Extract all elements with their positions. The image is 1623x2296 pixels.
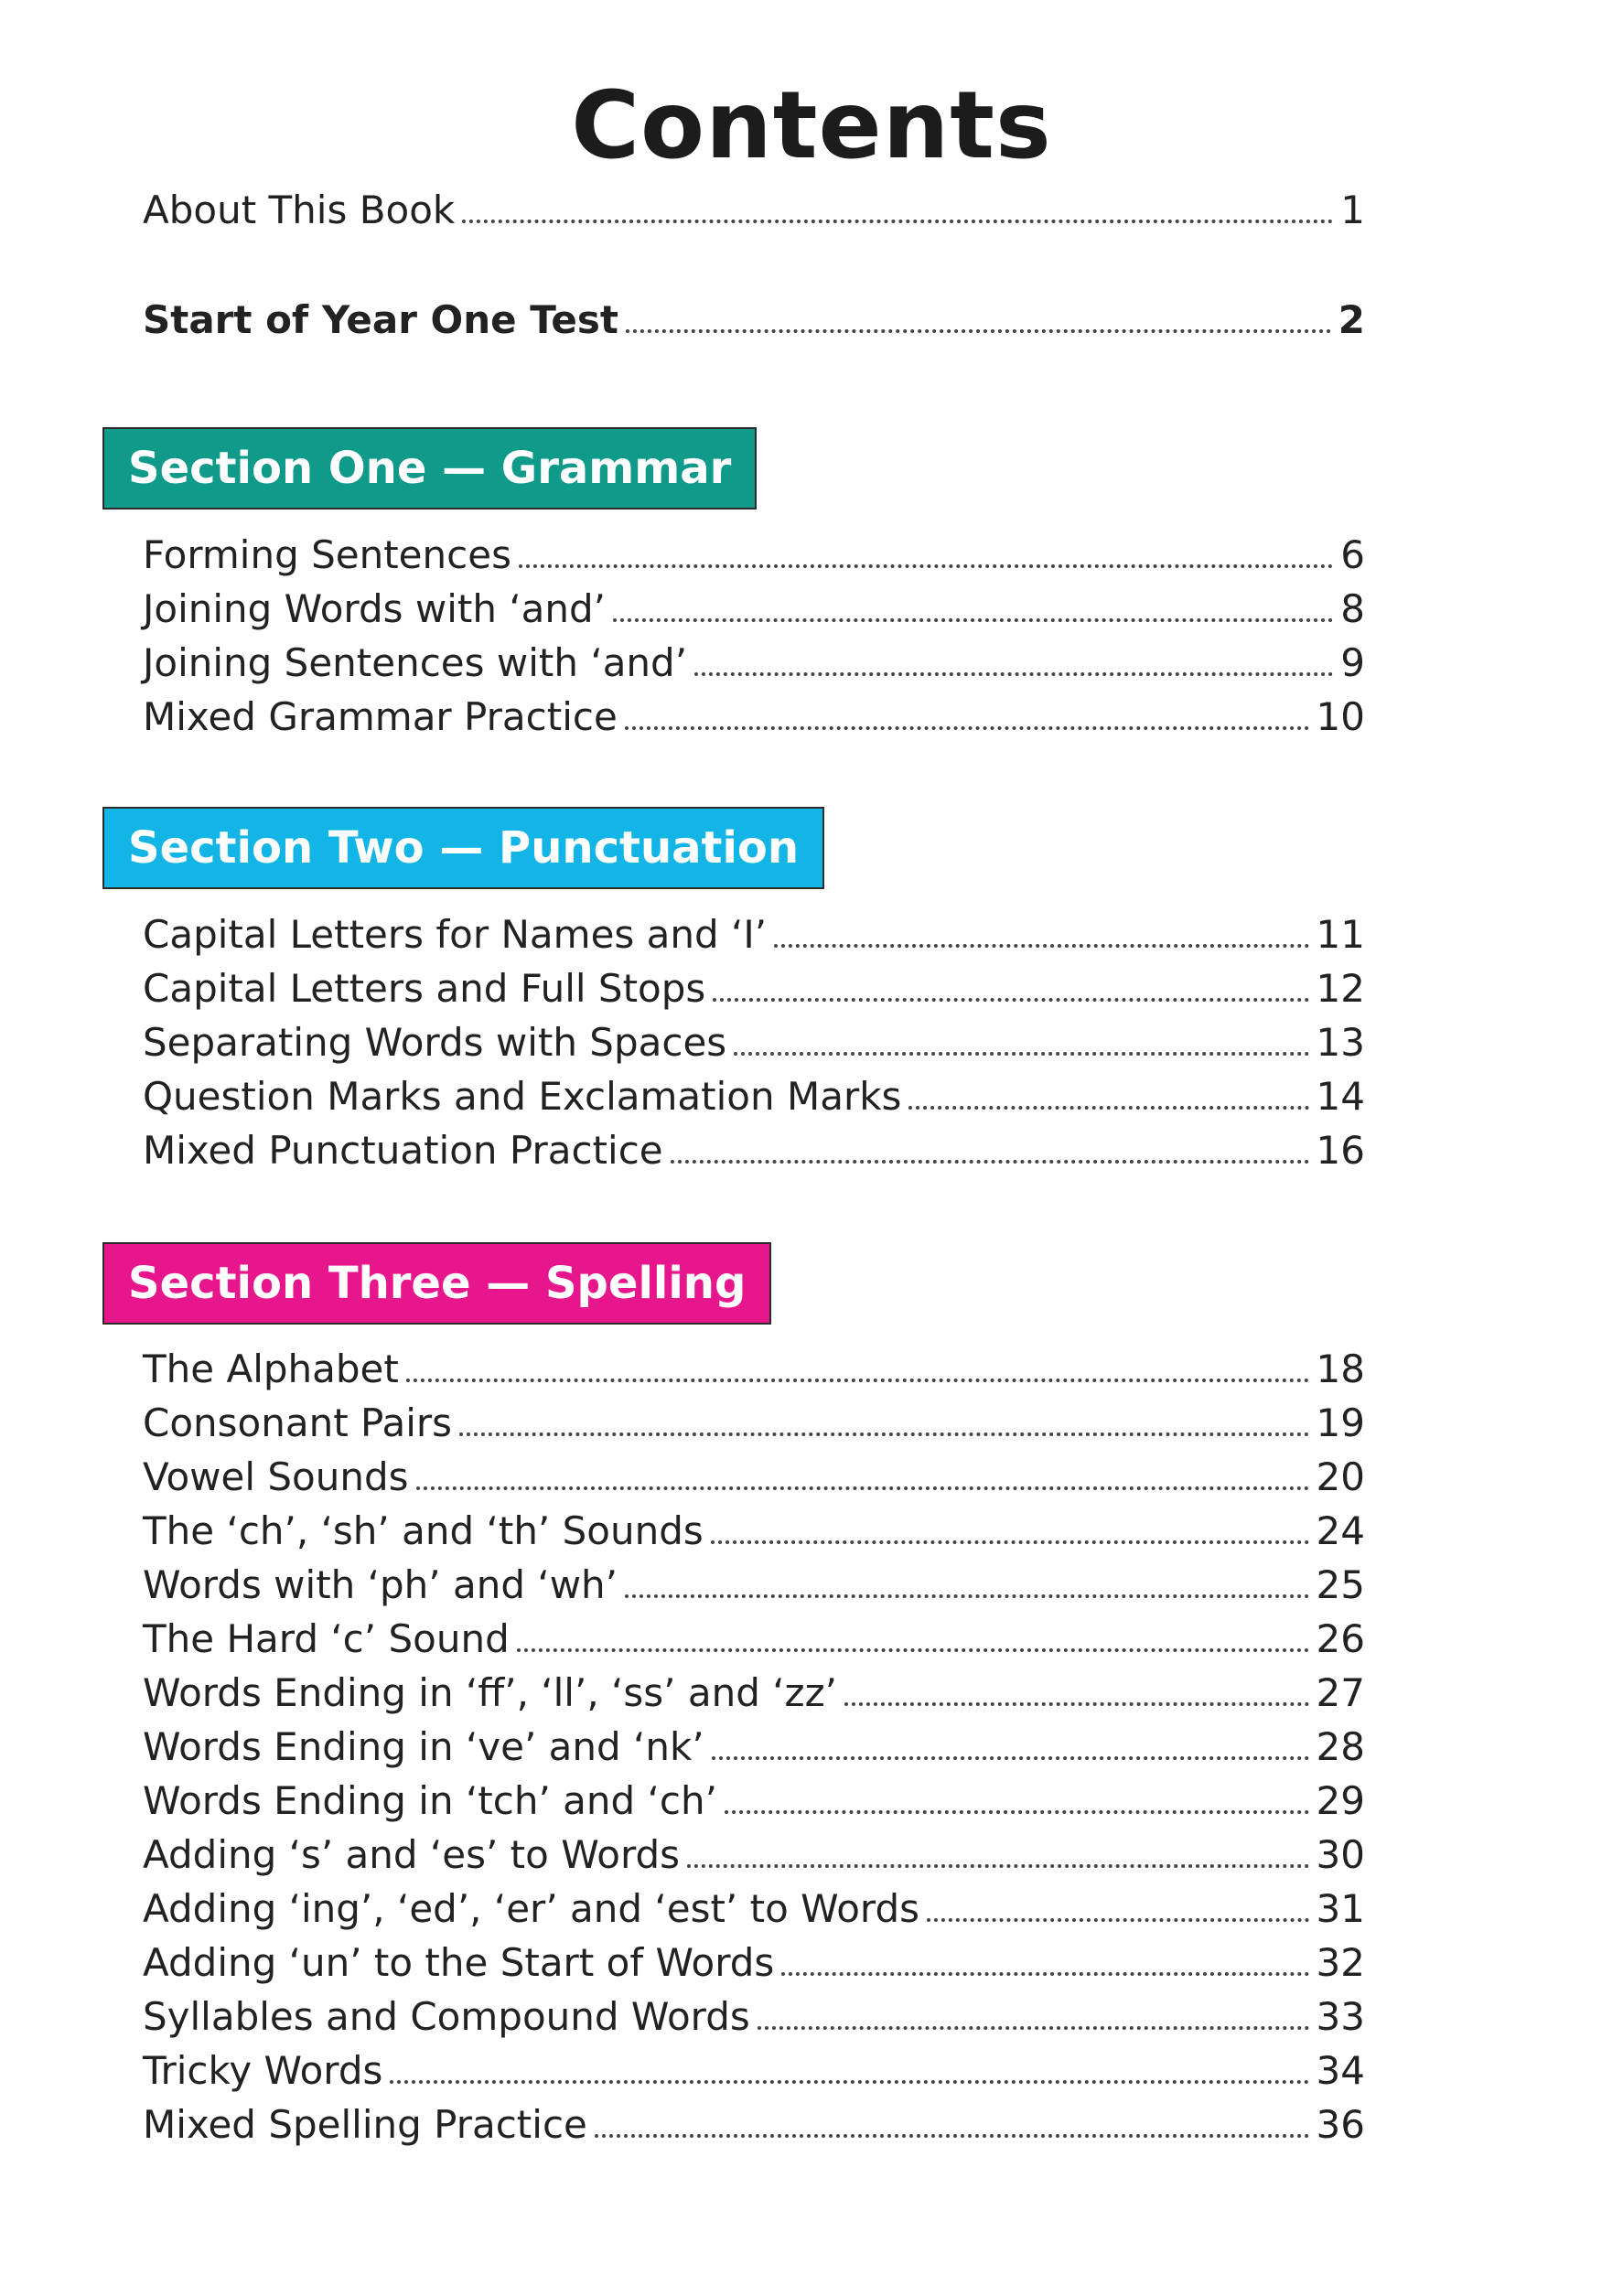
toc-entry-label: Joining Words with ‘and’ xyxy=(143,586,607,631)
dot-leader xyxy=(712,1756,1309,1760)
toc-page-number: 9 xyxy=(1340,640,1365,685)
toc-entry-label: Words Ending in ‘ve’ and ‘nk’ xyxy=(143,1724,704,1769)
toc-row[interactable] xyxy=(143,2094,1365,2149)
toc-entry-label: Adding ‘s’ and ‘es’ to Words xyxy=(143,1832,681,1877)
toc-page-number: 31 xyxy=(1316,1886,1365,1931)
dot-leader xyxy=(734,1052,1308,1056)
toc-row[interactable] xyxy=(143,1120,1365,1175)
toc-entry-label: About This Book xyxy=(143,188,456,232)
toc-page-number: 14 xyxy=(1316,1074,1365,1119)
toc-row[interactable] xyxy=(143,904,1365,959)
toc-entry-label: Words Ending in ‘ff’, ‘ll’, ‘ss’ and ‘zz’ xyxy=(143,1670,837,1715)
dot-leader xyxy=(927,1918,1309,1922)
toc-entry-label: Tricky Words xyxy=(143,2048,383,2093)
toc-entry-label: Words Ending in ‘tch’ and ‘ch’ xyxy=(143,1778,717,1823)
section-two-heading: Section Two — Punctuation xyxy=(102,807,824,889)
toc-page-number: 26 xyxy=(1316,1616,1365,1661)
toc-page-number: 11 xyxy=(1316,912,1365,957)
toc-row[interactable] xyxy=(143,2040,1365,2095)
dot-leader xyxy=(462,220,1333,223)
dot-leader xyxy=(625,1594,1309,1598)
toc-entry-label: Joining Sentences with ‘and’ xyxy=(143,640,688,685)
toc-row[interactable] xyxy=(143,958,1365,1013)
toc-entry-label: Forming Sentences xyxy=(143,532,511,577)
toc-entry-label: Consonant Pairs xyxy=(143,1400,453,1445)
toc-entry-label: Separating Words with Spaces xyxy=(143,1020,727,1065)
dot-leader xyxy=(844,1702,1309,1706)
toc-row[interactable] xyxy=(143,578,1365,633)
toc-row[interactable] xyxy=(143,1554,1365,1609)
toc-page-number: 1 xyxy=(1340,188,1365,232)
toc-entry-label: Words with ‘ph’ and ‘wh’ xyxy=(143,1562,618,1607)
toc-entry-label: Mixed Spelling Practice xyxy=(143,2102,587,2147)
toc-row[interactable] xyxy=(143,1066,1365,1121)
toc-page-number: 13 xyxy=(1316,1020,1365,1065)
toc-page-number: 30 xyxy=(1316,1832,1365,1877)
toc-page-number: 28 xyxy=(1316,1724,1365,1769)
toc-page-number: 32 xyxy=(1316,1940,1365,1985)
toc-entry-label: The Hard ‘c’ Sound xyxy=(143,1616,510,1661)
toc-entry-label: Mixed Grammar Practice xyxy=(143,694,618,739)
dot-leader xyxy=(613,618,1333,622)
toc-row[interactable] xyxy=(143,1338,1365,1393)
dot-leader xyxy=(758,2026,1309,2030)
toc-row[interactable] xyxy=(143,1392,1365,1447)
dot-leader xyxy=(519,564,1333,568)
toc-row[interactable] xyxy=(143,632,1365,687)
dot-leader xyxy=(459,1432,1309,1436)
toc-page-number: 6 xyxy=(1340,532,1365,577)
toc-entry-label: The Alphabet xyxy=(143,1346,399,1391)
toc-page-number: 34 xyxy=(1316,2048,1365,2093)
toc-row[interactable] xyxy=(143,1608,1365,1663)
section-one-heading: Section One — Grammar xyxy=(102,427,757,510)
toc-page-number: 29 xyxy=(1316,1778,1365,1823)
dot-leader xyxy=(626,329,1331,333)
toc-row[interactable] xyxy=(143,1446,1365,1501)
dot-leader xyxy=(711,1540,1309,1544)
toc-entry-label: Question Marks and Exclamation Marks xyxy=(143,1074,902,1119)
toc-entry-label: Mixed Punctuation Practice xyxy=(143,1128,663,1173)
toc-row[interactable] xyxy=(143,1662,1365,1717)
toc-page-number: 10 xyxy=(1316,694,1365,739)
toc-row[interactable] xyxy=(143,1500,1365,1555)
dot-leader xyxy=(517,1648,1309,1652)
toc-row[interactable] xyxy=(143,1878,1365,1933)
toc-page-number: 16 xyxy=(1316,1128,1365,1173)
toc-page-number: 12 xyxy=(1316,966,1365,1011)
toc-entry-label: Syllables and Compound Words xyxy=(143,1994,750,2039)
toc-row[interactable] xyxy=(143,1824,1365,1879)
section-three-heading: Section Three — Spelling xyxy=(102,1242,771,1325)
toc-page-number: 33 xyxy=(1316,1994,1365,2039)
toc-entry-label: Vowel Sounds xyxy=(143,1454,409,1499)
toc-entry-label: Start of Year One Test xyxy=(143,297,618,342)
dot-leader xyxy=(671,1160,1309,1164)
toc-row-about-this-book[interactable] xyxy=(143,179,1365,234)
toc-page-number: 36 xyxy=(1316,2102,1365,2147)
page-title: Contents xyxy=(571,71,1052,180)
toc-entry-label: Adding ‘un’ to the Start of Words xyxy=(143,1940,775,1985)
dot-leader xyxy=(687,1864,1309,1868)
toc-page-number: 19 xyxy=(1316,1400,1365,1445)
toc-row[interactable] xyxy=(143,1716,1365,1771)
toc-page-number: 27 xyxy=(1316,1670,1365,1715)
toc-row[interactable] xyxy=(143,1986,1365,2041)
toc-page-number: 2 xyxy=(1338,297,1365,342)
dot-leader xyxy=(390,2080,1308,2084)
toc-page-number: 8 xyxy=(1340,586,1365,631)
toc-page-number: 25 xyxy=(1316,1562,1365,1607)
toc-entry-label: Adding ‘ing’, ‘ed’, ‘er’ and ‘est’ to Words xyxy=(143,1886,919,1931)
toc-page-number: 20 xyxy=(1316,1454,1365,1499)
toc-row[interactable] xyxy=(143,686,1365,741)
dot-leader xyxy=(908,1106,1308,1110)
dot-leader xyxy=(713,998,1308,1002)
dot-leader xyxy=(406,1379,1309,1382)
dot-leader xyxy=(694,672,1333,676)
dot-leader xyxy=(625,726,1309,730)
toc-page-number: 24 xyxy=(1316,1508,1365,1553)
toc-row[interactable] xyxy=(143,1012,1365,1067)
toc-row[interactable] xyxy=(143,524,1365,579)
toc-row-start-of-year-one-test[interactable] xyxy=(143,289,1365,344)
toc-row[interactable] xyxy=(143,1770,1365,1825)
toc-entry-label: Capital Letters and Full Stops xyxy=(143,966,706,1011)
dot-leader xyxy=(416,1486,1309,1490)
dot-leader xyxy=(781,1972,1308,1976)
dot-leader xyxy=(725,1810,1309,1814)
dot-leader xyxy=(595,2134,1309,2138)
toc-entry-label: The ‘ch’, ‘sh’ and ‘th’ Sounds xyxy=(143,1508,704,1553)
dot-leader xyxy=(774,944,1308,948)
toc-page-number: 18 xyxy=(1316,1346,1365,1391)
toc-row[interactable] xyxy=(143,1932,1365,1987)
toc-entry-label: Capital Letters for Names and ‘I’ xyxy=(143,912,768,957)
